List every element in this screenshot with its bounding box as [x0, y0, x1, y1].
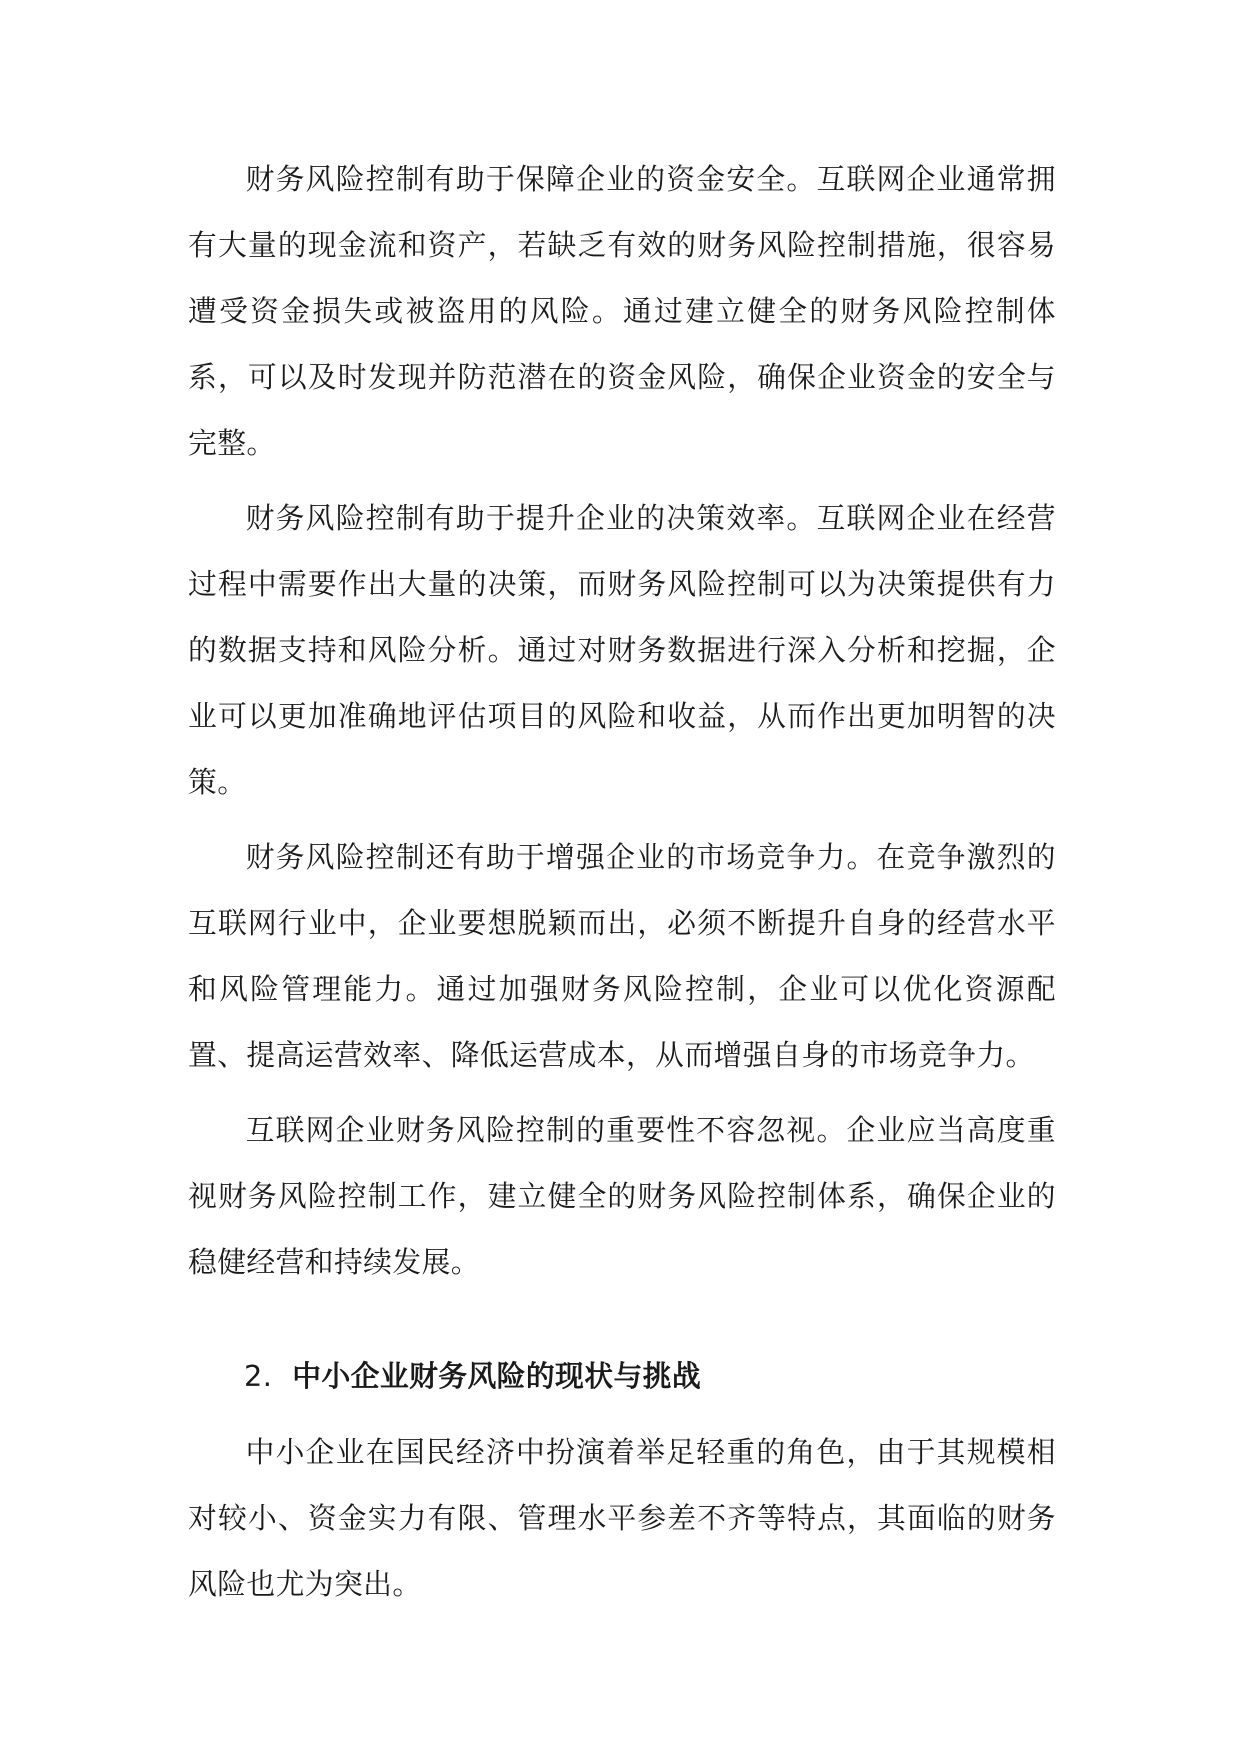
paragraph-capital-security: 财务风险控制有助于保障企业的资金安全。互联网企业通常拥有大量的现金流和资产，若缺乏有效的财务风险控制措施，很容易遭受资金损失或被盗用的风险。通过建立健全的财务风险控制体系，可以及时发现并防范潜在的资金风险，确保企业资金的安全与完整。	[188, 162, 1056, 460]
document-page	[188, 146, 1056, 1617]
section-number: 2.	[244, 1359, 273, 1393]
paragraph-sme-intro: 中小企业在国民经济中扮演着举足轻重的角色，由于其规模相对较小、资金实力有限、管理水平参差不齐等特点，其面临的财务风险也尤为突出。	[188, 1435, 1056, 1601]
paragraph-decision-efficiency: 财务风险控制有助于提升企业的决策效率。互联网企业在经营过程中需要作出大量的决策，而财务风险控制可以为决策提供有力的数据支持和风险分析。通过对财务数据进行深入分析和挖掘，企业可以更加准确地评估项目的风险和收益，从而作出更加明智的决策。	[188, 501, 1056, 799]
paragraph-market-competitiveness: 财务风险控制还有助于增强企业的市场竞争力。在竞争激烈的互联网行业中，企业要想脱颖而出，必须不断提升自身的经营水平和风险管理能力。通过加强财务风险控制，企业可以优化资源配置、提高运营效率、降低运营成本，从而增强自身的市场竞争力。	[188, 840, 1056, 1072]
paragraph-importance-summary: 互联网企业财务风险控制的重要性不容忽视。企业应当高度重视财务风险控制工作，建立健全的财务风险控制体系，确保企业的稳健经营和持续发展。	[188, 1113, 1056, 1279]
section-heading	[188, 1343, 1056, 1409]
section-title: 中小企业财务风险的现状与挑战	[292, 1359, 702, 1393]
